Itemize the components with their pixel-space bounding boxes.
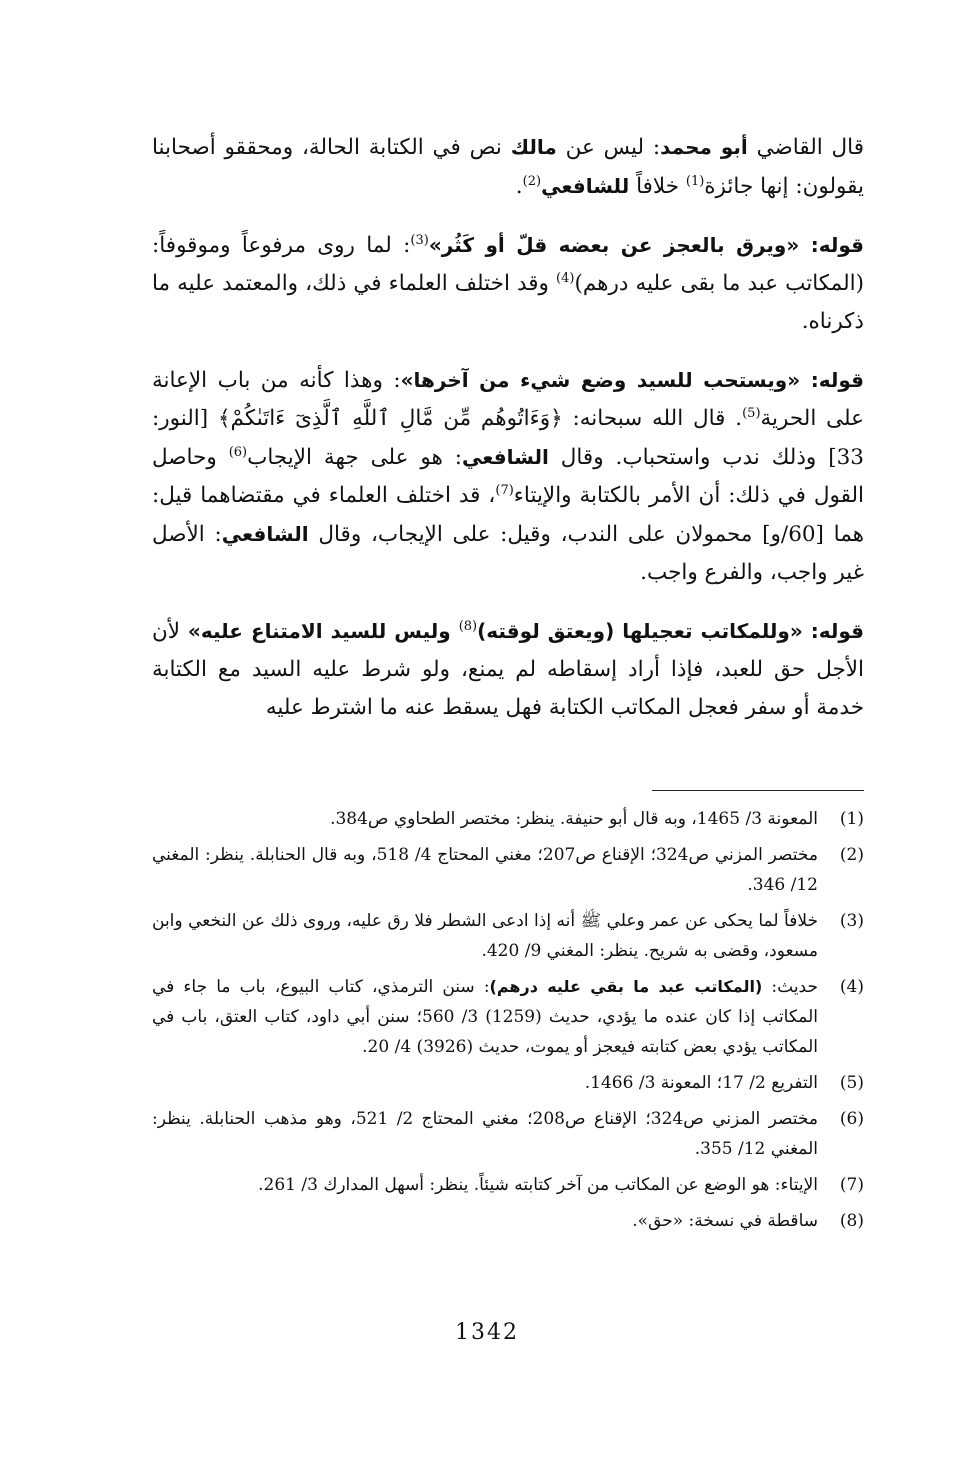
footnote-ref: (1) [685, 173, 705, 189]
footnote-number: (6) [839, 1109, 864, 1129]
bold-quote: قوله: «ويستحب للسيد وضع شيء من آخرها» [400, 368, 864, 392]
bold-quote: قوله: «ويرق بالعجز عن بعضه قلّ أو كَثُر» [428, 233, 865, 257]
text-run: : سنن الترمذي، كتاب البيوع، باب ما جاء في المكاتب إذا كان عنده ما يؤدي، حديث (1259) 3/ 560؛ سنن أبي داود، كتاب العتق، باب في المكاتب يؤدي بعض كتابته فيعجز أو يموت، حديث (3926) 4/ 20. [152, 977, 818, 1057]
footnote-8 [152, 1206, 864, 1236]
footnote-number: (5) [839, 1073, 864, 1093]
text-run: . [515, 174, 523, 199]
bold-name: للشافعي [541, 174, 630, 198]
footnote-number: (1) [839, 809, 864, 829]
page-number: 1342 [455, 1320, 519, 1345]
footnote-ref: (2) [522, 173, 542, 189]
bold-name: أبو محمد [660, 135, 748, 159]
text-run: نص في الكتابة الحالة، ومحققو أصحابنا يقولون: إنها جائزة [152, 135, 864, 199]
text-run: : ليس عن [556, 135, 661, 160]
paragraph-3 [152, 361, 864, 592]
footnote-text: مختصر المزني ص324؛ الإقناع ص208؛ مغني المحتاج 2/ 521، وهو مذهب الحنابلة. ينظر: المغني 12/ 355. [152, 1109, 818, 1159]
text-run: قال القاضي [747, 135, 865, 160]
text-run: : الأصل غير واجب، والفرع واجب. [152, 522, 864, 585]
main-text [152, 128, 864, 747]
footnote-text: ساقطة في نسخة: «حق». [632, 1211, 818, 1231]
text-run: لأن الأجل حق للعبد، فإذا أراد إسقاطه لم يمنع، ولو شرط عليه السيد مع الكتابة خدمة أو سفر فعجل المكاتب الكتابة فهل يسقط عنه ما اشترط عليه [152, 619, 864, 720]
footnote-text: مختصر المزني ص324؛ الإقناع ص207؛ مغني المحتاج 4/ 518، وبه قال الحنابلة. ينظر: المغني 12/ 346. [152, 845, 818, 895]
footnote-number: (8) [839, 1211, 864, 1231]
text-run: وحاصل القول في ذلك: أن الأمر بالكتابة والإيتاء [152, 445, 864, 508]
footnote-number: (4) [839, 977, 864, 997]
footnote-4 [152, 972, 864, 1062]
text-run: ، قد اختلف العلماء في مقتضاهما قيل: هما [60/و] محمولان على الندب، وقيل: على الإيجاب، وقال [152, 483, 865, 547]
text-run: : وهذا كأنه من باب الإعانة على الحرية [152, 368, 864, 431]
footnote-6 [152, 1104, 864, 1164]
footnote-text: الإيتاء: هو الوضع عن المكاتب من آخر كتابته شيئاً. ينظر: أسهل المدارك 3/ 261. [258, 1175, 818, 1195]
footnote-ref: (4) [556, 270, 575, 286]
bold-name: مالك [510, 135, 557, 159]
paragraph-2 [152, 226, 864, 341]
text-run: : لما روى مرفوعاً وموقوفاً: (المكاتب عبد ما بقى عليه درهم) [152, 233, 865, 296]
footnote-divider [652, 790, 864, 791]
text-run: خلافاً [629, 174, 686, 199]
footnote-ref: (5) [742, 405, 761, 421]
footnote-3 [152, 906, 864, 966]
paragraph-4 [152, 612, 864, 727]
bold-quote: (المكاتب عبد ما بقي عليه درهم) [489, 977, 763, 996]
footnote-1 [152, 804, 864, 834]
footnote-text [152, 972, 818, 1062]
footnote-7 [152, 1170, 864, 1200]
footnote-number: (2) [839, 845, 864, 865]
footnote-ref: (6) [228, 444, 248, 460]
footnote-text: خلافاً لما يحكى عن عمر وعلي ﷺ أنه إذا ادعى الشطر فلا رق عليه، وروى ذلك عن النخعي وابن مسعود، وقضى به شريح. ينظر: المغني 9/ 420. [152, 911, 818, 961]
footnote-ref: (3) [410, 232, 429, 248]
footnote-number: (3) [839, 911, 864, 931]
footnote-number: (7) [839, 1175, 864, 1195]
footnote-text: التفريع 2/ 17؛ المعونة 3/ 1466. [584, 1073, 818, 1093]
text-run: : هو على جهة الإيجاب [247, 445, 462, 470]
text-run: وقد اختلف العلماء في ذلك، والمعتمد عليه ما ذكرناه. [152, 271, 864, 334]
text-run: حديث: [762, 977, 818, 997]
footnote-2 [152, 840, 864, 900]
footnote-ref: (7) [495, 482, 514, 498]
text-run: . قال الله سبحانه: ﴿وَءَاتُوهُم مِّن مَّالِ ٱللَّهِ ٱلَّذِىٓ ءَاتَىٰكُمْ﴾ [النور: 33] وذلك ندب واستحباب. وقال [152, 406, 864, 470]
footnotes [152, 804, 864, 1242]
footnote-text: المعونة 3/ 1465، وبه قال أبو حنيفة. ينظر: مختصر الطحاوي ص384. [330, 809, 818, 829]
bold-quote: وليس للسيد الامتناع عليه» [187, 619, 459, 643]
bold-name: الشافعي [461, 445, 549, 469]
footnote-ref: (8) [458, 618, 478, 634]
paragraph-1 [152, 128, 864, 206]
bold-name: الشافعي [221, 522, 309, 546]
bold-quote: قوله: «وللمكاتب تعجيلها (ويعتق لوقته) [477, 619, 865, 643]
footnote-5 [152, 1068, 864, 1098]
